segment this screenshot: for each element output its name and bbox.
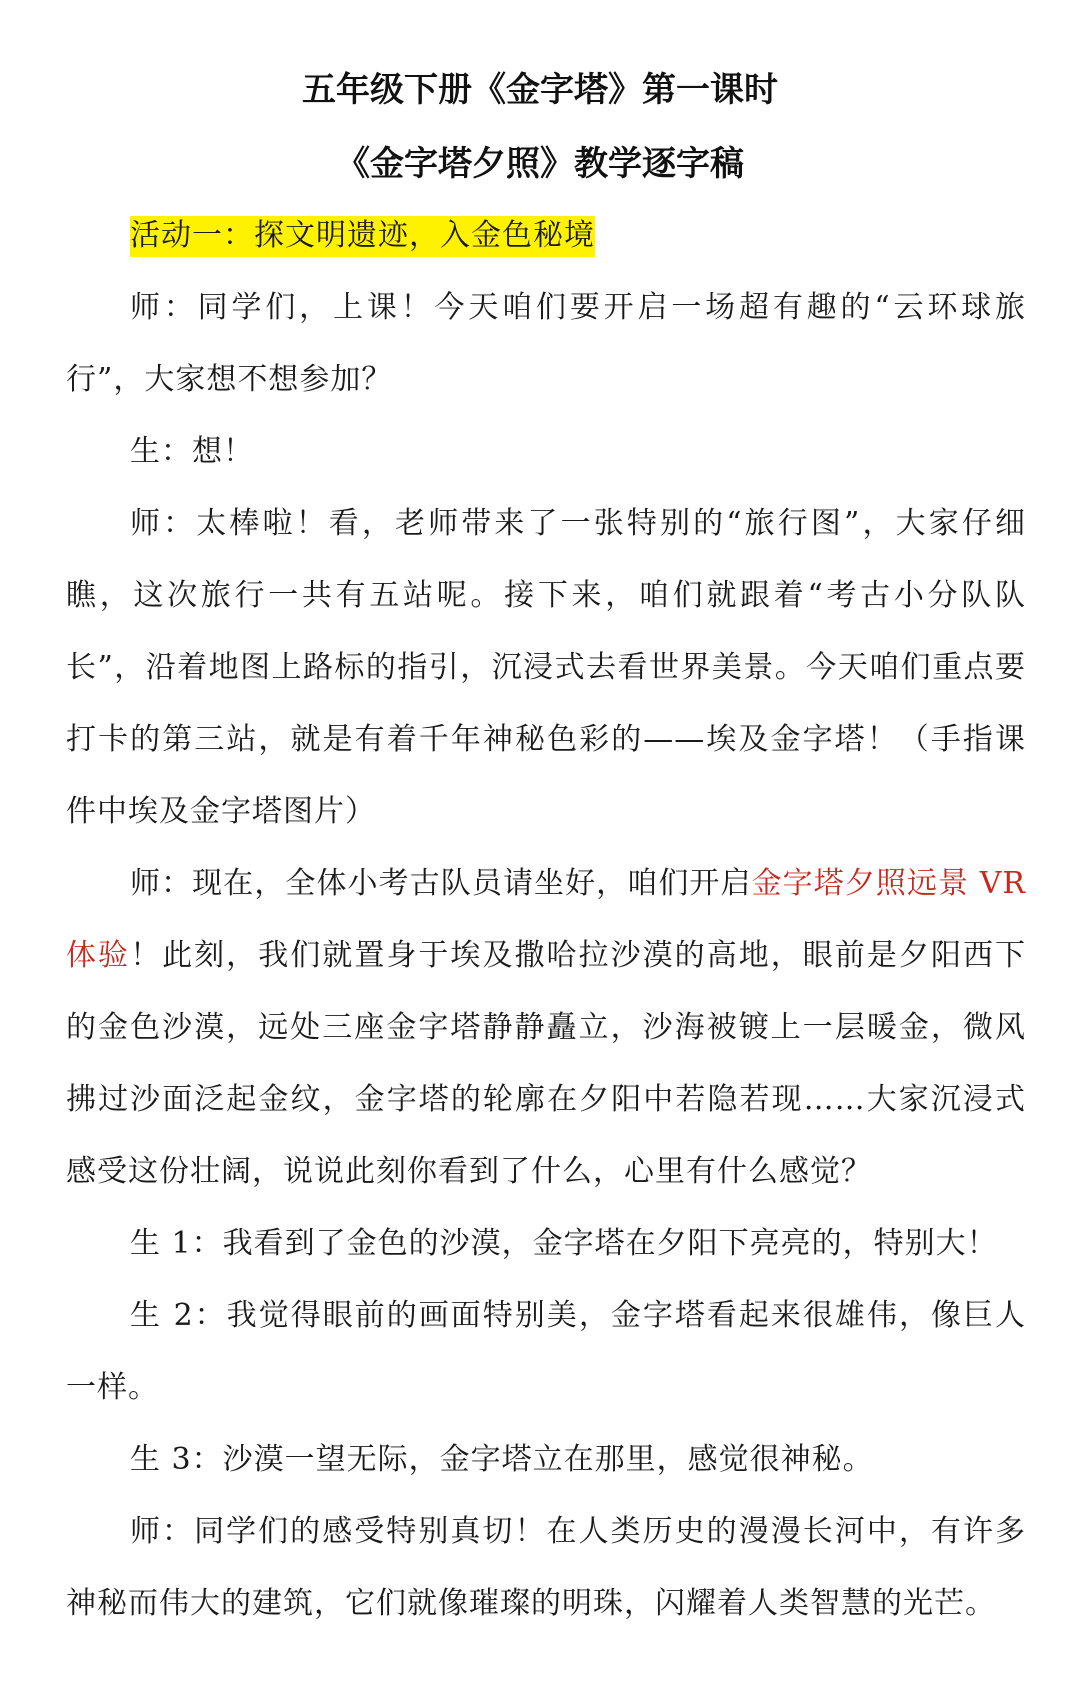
vr-experience-emphasis: 金字塔夕照远景 VR 体验 bbox=[66, 866, 1026, 973]
paragraph-teacher-intro: 师：同学们，上课！今天咱们要开启一场超有趣的“云环球旅行”，大家想不想参加？ bbox=[66, 290, 1026, 397]
paragraph-student-2: 生 2：我觉得眼前的画面特别美，金字塔看起来很雄伟，像巨人一样。 bbox=[66, 1298, 1026, 1405]
paragraph-student-reply: 生：想！ bbox=[130, 434, 254, 469]
paragraph-teacher-summary: 师：同学们的感受特别真切！在人类历史的漫漫长河中，有许多神秘而伟大的建筑，它们就像璀璨的明珠，闪耀着人类智慧的光芒。 bbox=[66, 1514, 1026, 1621]
document-subtitle: 《金字塔夕照》教学逐字稿 bbox=[336, 144, 744, 184]
document-title: 五年级下册《金字塔》第一课时 bbox=[302, 70, 778, 110]
paragraph-teacher-travel-map: 师：太棒啦！看，老师带来了一张特别的“旅行图”，大家仔细瞧，这次旅行一共有五站呢。接下来，咱们就跟着“考古小分队队长”，沿着地图上路标的指引，沉浸式去看世界美景。今天咱们重点要打卡的第三站，就是有着千年神秘色彩的——埃及金字塔！（手指课件中埃及金字塔图片） bbox=[66, 506, 1026, 829]
highlighted-activity-title: 活动一：探文明遗迹，入金色秘境 bbox=[130, 216, 595, 257]
paragraph-student-3: 生 3：沙漠一望无际，金字塔立在那里，感觉很神秘。 bbox=[130, 1442, 874, 1477]
document-body bbox=[66, 200, 1026, 1640]
vr-paragraph-lead: 师：现在，全体小考古队员请坐好，咱们开启 bbox=[130, 866, 752, 901]
paragraph-teacher-vr bbox=[66, 848, 1026, 1208]
activity-heading bbox=[66, 200, 1026, 272]
paragraph-student-1: 生 1：我看到了金色的沙漠，金字塔在夕阳下亮亮的，特别大！ bbox=[130, 1226, 998, 1261]
vr-paragraph-rest: ！此刻，我们就置身于埃及撒哈拉沙漠的高地，眼前是夕阳西下的金色沙漠，远处三座金字塔静静矗立，沙海被镀上一层暖金，微风拂过沙面泛起金纹，金字塔的轮廓在夕阳中若隐若现……大家沉浸式感受这份壮阔，说说此刻你看到了什么，心里有什么感觉？ bbox=[66, 938, 1027, 1189]
